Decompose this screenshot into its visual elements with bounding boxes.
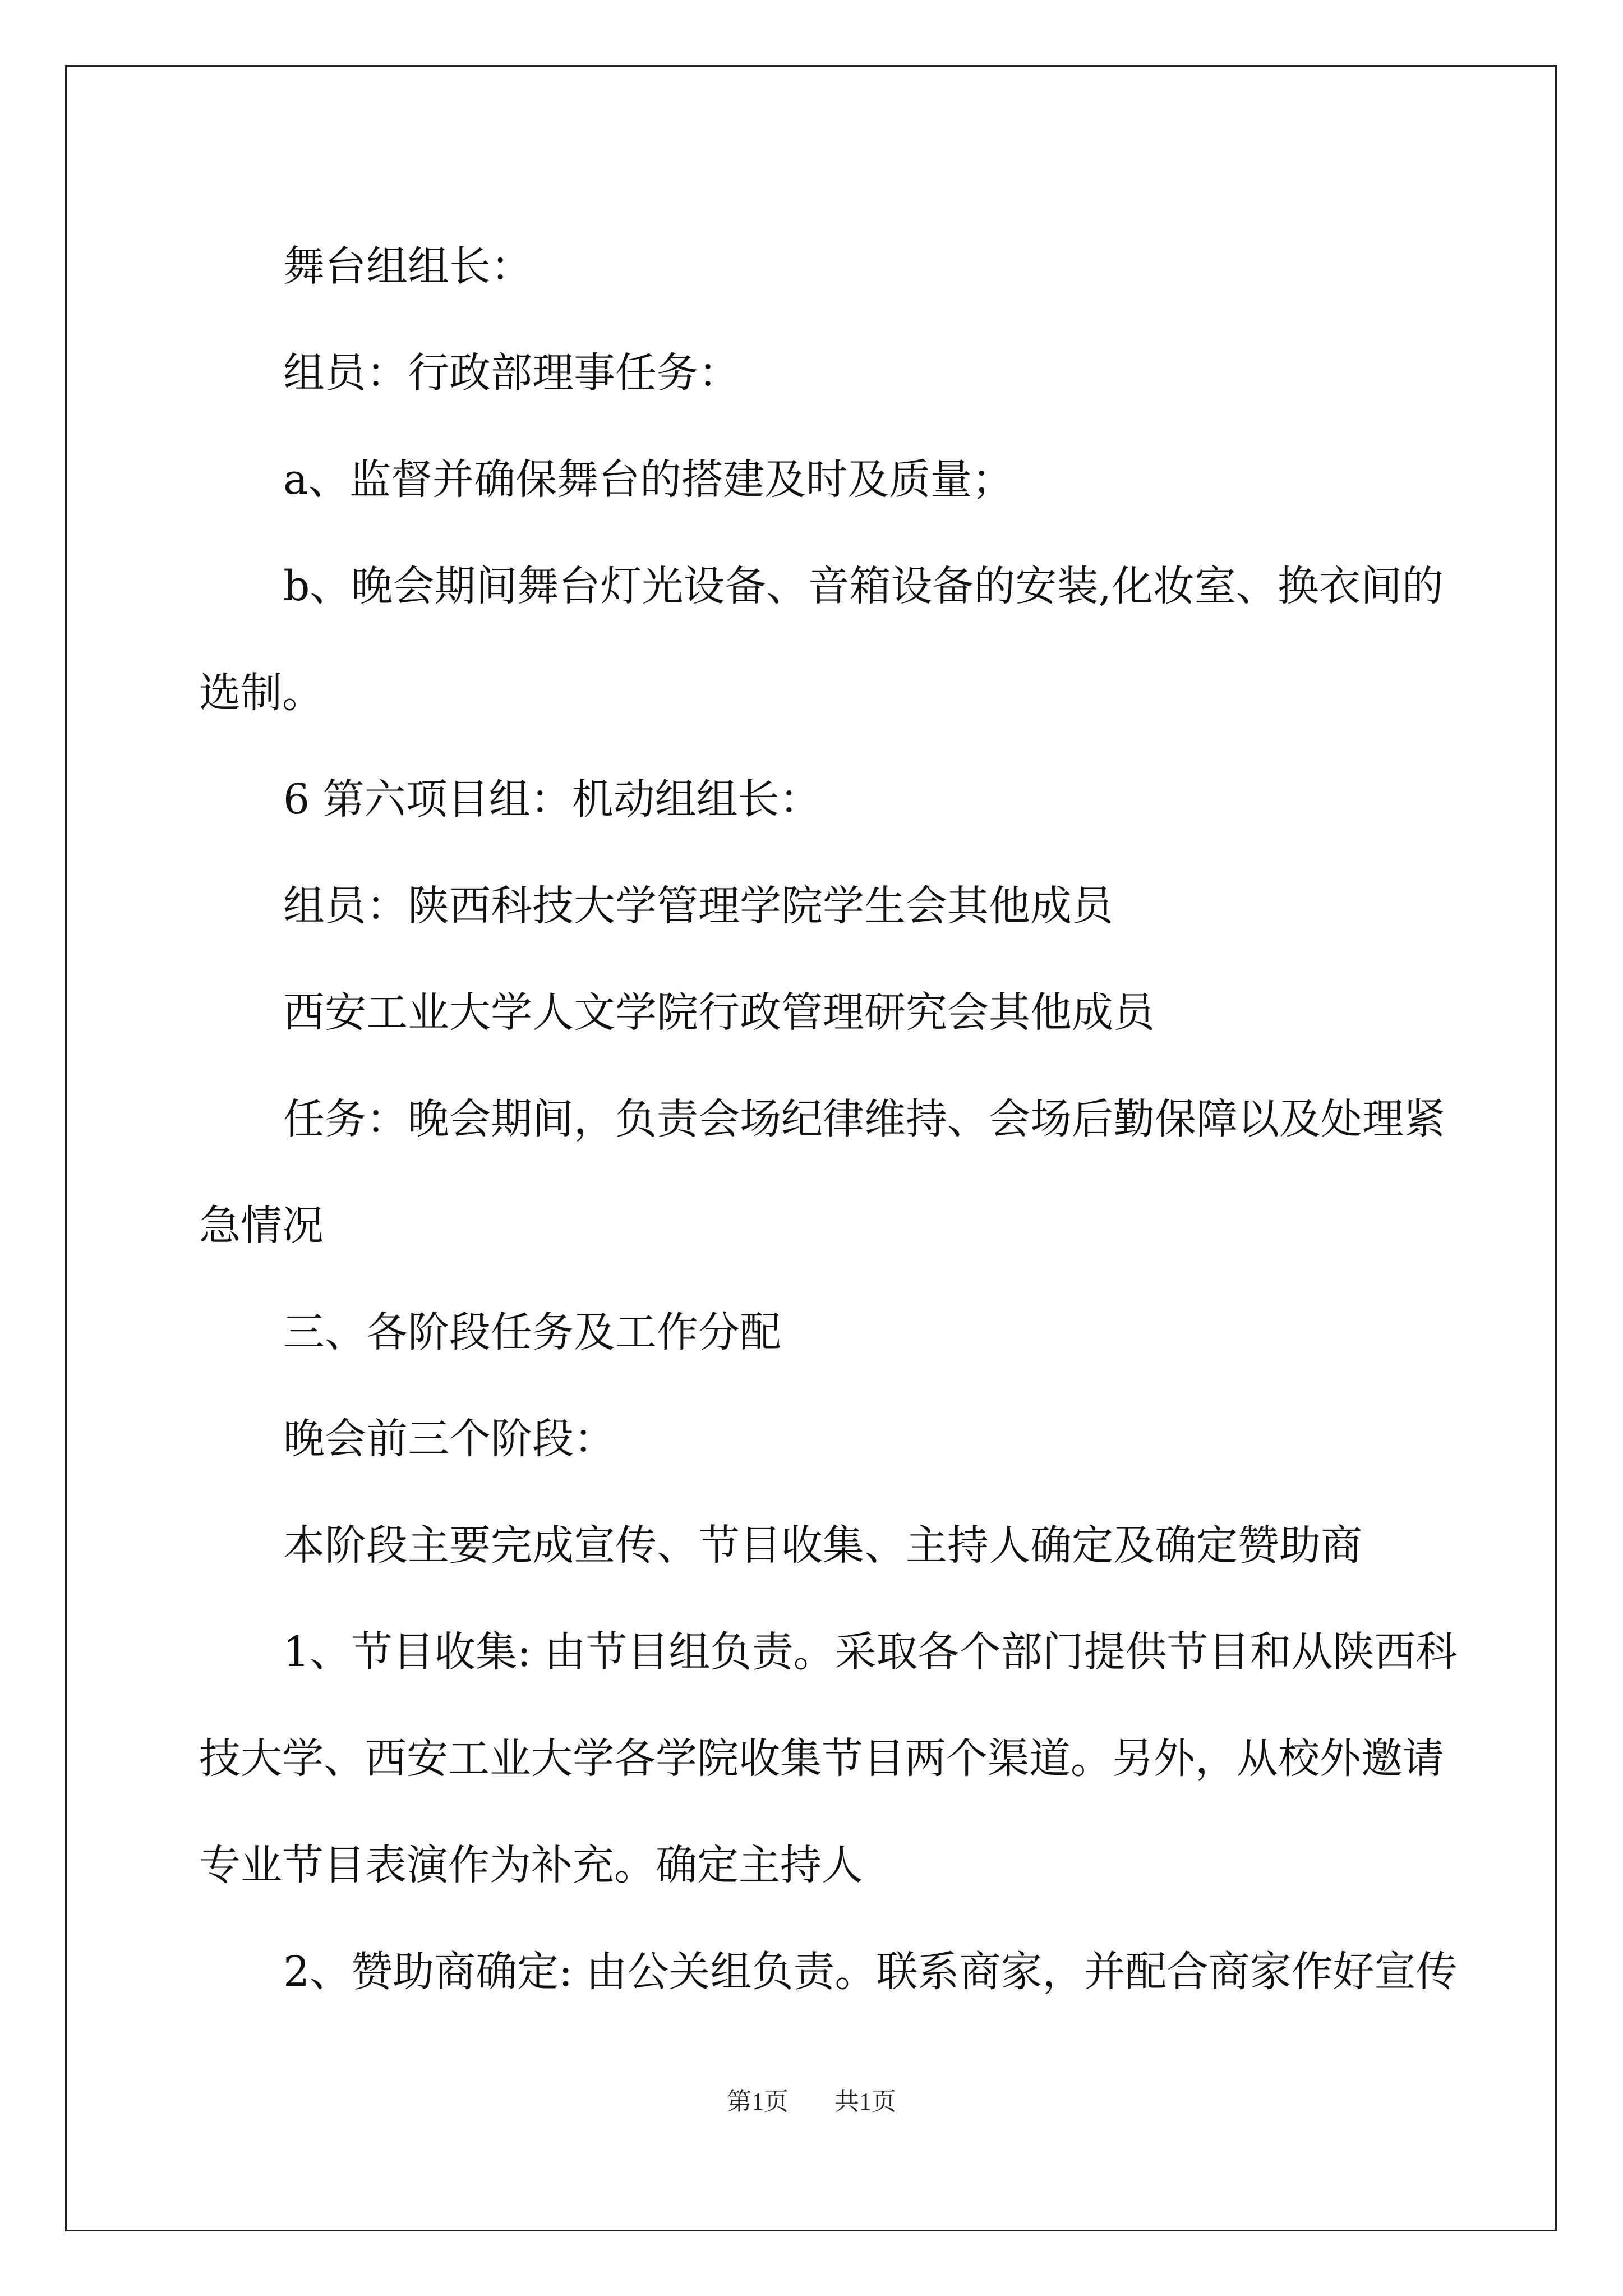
text-line: 舞台组组长： <box>283 242 532 291</box>
text-line: 西安工业大学人文学院行政管理研究会其他成员 <box>283 988 1155 1037</box>
text-line: 1、节目收集: 由节目组负责。采取各个部门提供节目和从陕西科 <box>283 1628 1458 1676</box>
page-footer <box>0 2081 1623 2117</box>
text-line: 晚会前三个阶段： <box>283 1415 615 1463</box>
text-line: 任务：晚会期间，负责会场纪律维持、会场后勤保障以及处理紧 <box>283 1095 1445 1143</box>
text-line: 技大学、西安工业大学各学院收集节目两个渠道。另外，从校外邀请 <box>199 1734 1444 1783</box>
text-line: 组员：陕西科技大学管理学院学生会其他成员 <box>283 882 1113 930</box>
text-line: 2、赞助商确定: 由公关组负责。联系商家，并配合商家作好宣传 <box>283 1948 1458 1996</box>
text-line: 6 第六项目组：机动组组长： <box>283 775 821 823</box>
text-line: 专业节目表演作为补充。确定主持人 <box>199 1841 863 1889</box>
text-line: 本阶段主要完成宣传、节目收集、主持人确定及确定赞助商 <box>283 1521 1362 1570</box>
text-line: 选制。 <box>199 669 324 717</box>
page-number-total: 共1页 <box>834 2088 896 2115</box>
text-line: 急情况 <box>199 1202 324 1250</box>
text-line: b、晚会期间舞台灯光设备、音箱设备的安装,化妆室、换衣间的 <box>283 562 1444 610</box>
text-line: 组员：行政部理事任务： <box>283 349 740 397</box>
page-number-current: 第1页 <box>727 2088 789 2115</box>
text-line: a、监督并确保舞台的搭建及时及质量； <box>283 455 1014 504</box>
section-heading: 三、各阶段任务及工作分配 <box>283 1308 781 1356</box>
document-body <box>199 213 1458 2025</box>
